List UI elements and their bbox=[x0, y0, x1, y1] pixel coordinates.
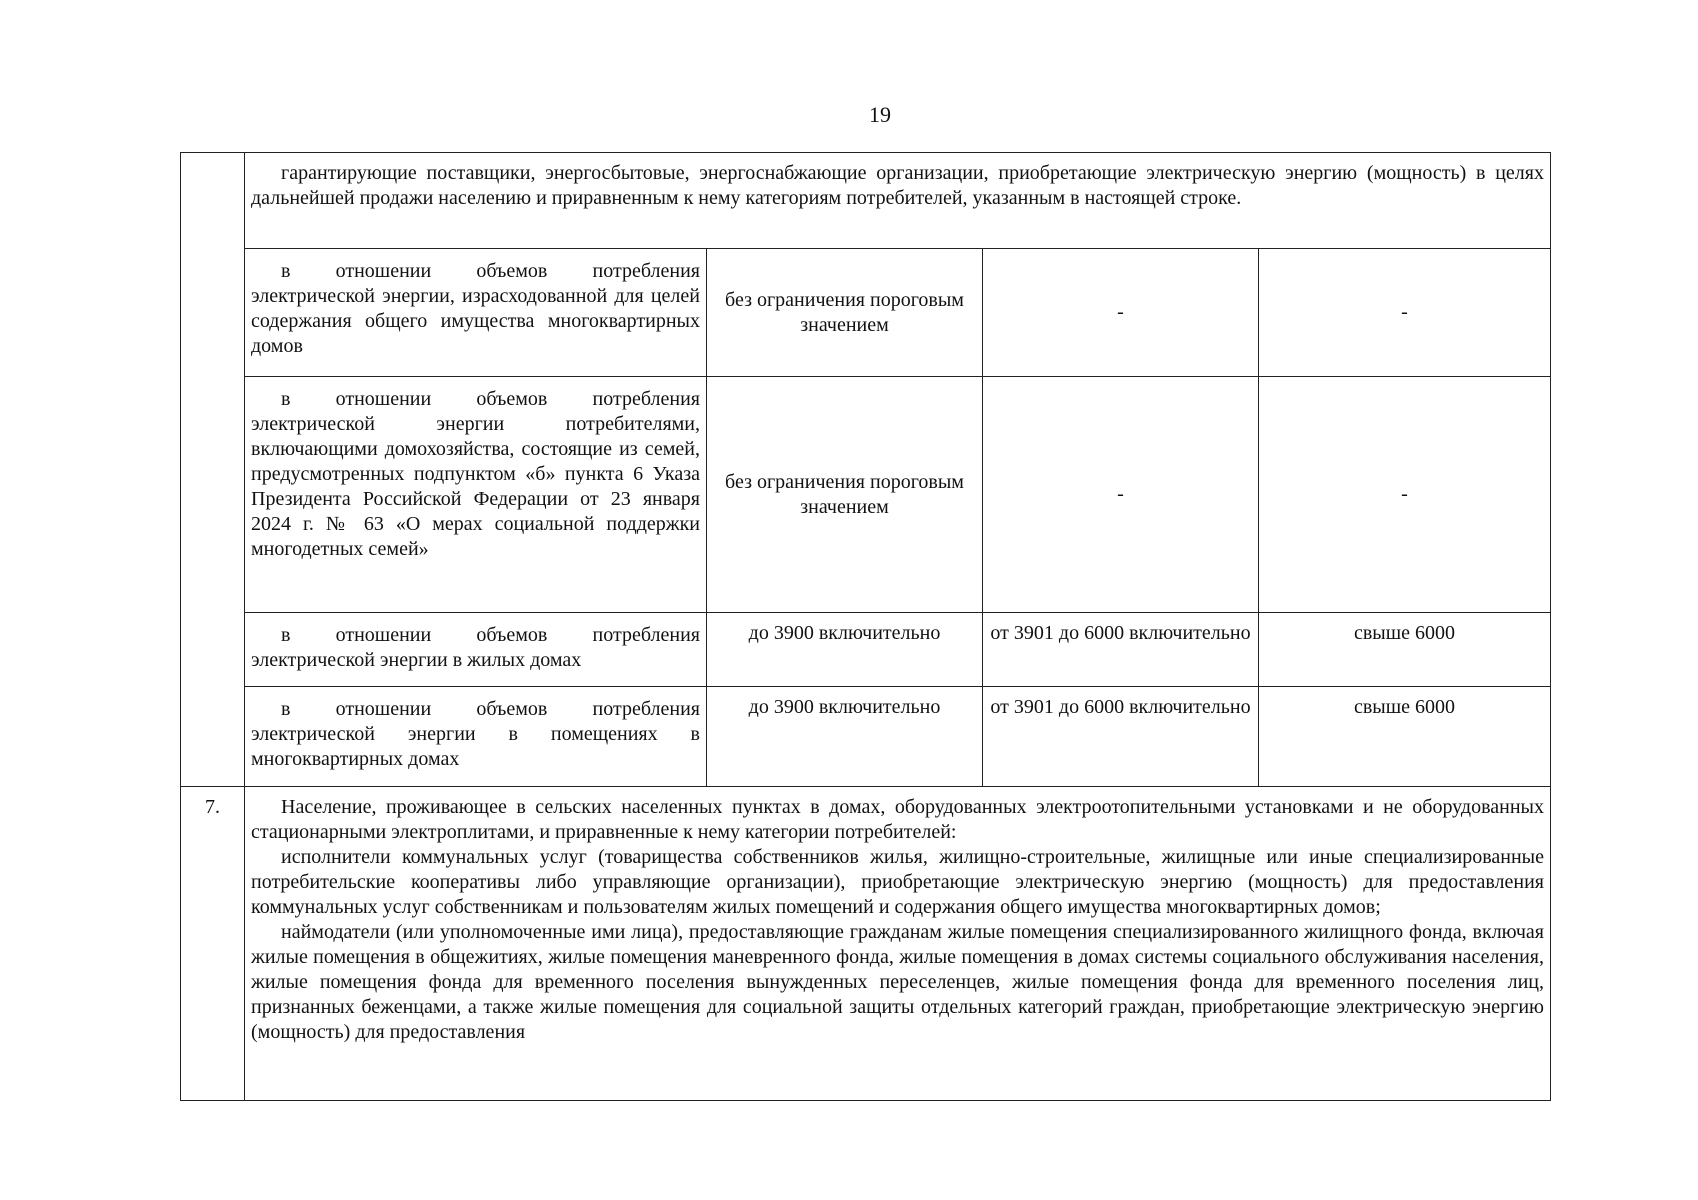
threshold-1-cell: до 3900 включительно bbox=[707, 687, 983, 787]
row-label-cell bbox=[245, 249, 707, 377]
section-7-text-cell bbox=[245, 787, 1551, 1101]
threshold-3-cell: - bbox=[1259, 377, 1551, 613]
row-label: в отношении объемов потребления электрической энергии потребителями, включающими домохозяйства, состоящие из семей, предусмотренных подпунктом «б» пункта 6 Указа Президента Российской Федерации от 23 января 2024 г. № 63 «О мерах социальной поддержки многодетных семей» bbox=[251, 388, 700, 560]
threshold-3-cell: - bbox=[1259, 249, 1551, 377]
row-label-cell bbox=[245, 377, 707, 613]
row-label: в отношении объемов потребления электрической энергии в помещениях в многоквартирных домах bbox=[251, 698, 700, 770]
threshold-1-cell: до 3900 включительно bbox=[707, 613, 983, 687]
table-row bbox=[181, 153, 1551, 249]
row-label: в отношении объемов потребления электрической энергии в жилых домах bbox=[251, 624, 700, 671]
continuation-text: гарантирующие поставщики, энергосбытовые, энергоснабжающие организации, приобретающие электрическую энергию (мощность) в целях дальнейшей продажи населению и приравненным к нему категориям потребителей, указанным в настоящей строке. bbox=[251, 162, 1544, 209]
threshold-2-cell: от 3901 до 6000 включительно bbox=[983, 613, 1259, 687]
section-7-paragraph: Население, проживающее в сельских населенных пунктах в домах, оборудованных электроотопительными установками и не оборудованных стационарными электроплитами, и приравненные к нему категории потребителей: bbox=[251, 796, 1544, 843]
section-7-paragraph: исполнители коммунальных услуг (товарищества собственников жилья, жилищно-строительные, жилищные или иные специализированные потребительские кооперативы либо управляющие организации), приобретающие электрическую энергию (мощность) для предоставления коммунальных услуг собственникам и пользователям жилых помещений и содержания общего имущества многоквартирных домов; bbox=[251, 846, 1544, 918]
row-label: в отношении объемов потребления электрической энергии, израсходованной для целей содержания общего имущества многоквартирных домов bbox=[251, 260, 700, 357]
threshold-3-cell: свыше 6000 bbox=[1259, 613, 1551, 687]
threshold-2-cell: - bbox=[983, 377, 1259, 613]
continuation-text-cell bbox=[245, 153, 1551, 249]
threshold-3-cell: свыше 6000 bbox=[1259, 687, 1551, 787]
table-row bbox=[181, 377, 1551, 613]
section-7-paragraph: наймодатели (или уполномоченные ими лица), предоставляющие гражданам жилые помещения специализированного жилищного фонда, включая жилые помещения в общежитиях, жилые помещения маневренного фонда, жилые помещения в домах системы социального обслуживания населения, жилые помещения фонда для временного поселения вынужденных переселенцев, жилые помещения фонда для временного поселения лиц, признанных беженцами, а также жилые помещения для социальной защиты отдельных категорий граждан, приобретающие электрическую энергию (мощность) для предоставления bbox=[251, 921, 1544, 1043]
threshold-2-cell: от 3901 до 6000 включительно bbox=[983, 687, 1259, 787]
page-number: 19 bbox=[869, 102, 891, 127]
table-row bbox=[181, 613, 1551, 687]
table-row bbox=[181, 787, 1551, 1101]
threshold-2-cell: - bbox=[983, 249, 1259, 377]
row-label-cell bbox=[245, 687, 707, 787]
threshold-1-cell: без ограничения пороговым значением bbox=[707, 249, 983, 377]
table-row bbox=[181, 687, 1551, 787]
row-number-cell: 7. bbox=[181, 787, 245, 1101]
tariff-table bbox=[180, 152, 1551, 1101]
row-number-cell bbox=[181, 153, 245, 787]
table-row bbox=[181, 249, 1551, 377]
threshold-1-cell: без ограничения пороговым значением bbox=[707, 377, 983, 613]
row-label-cell bbox=[245, 613, 707, 687]
